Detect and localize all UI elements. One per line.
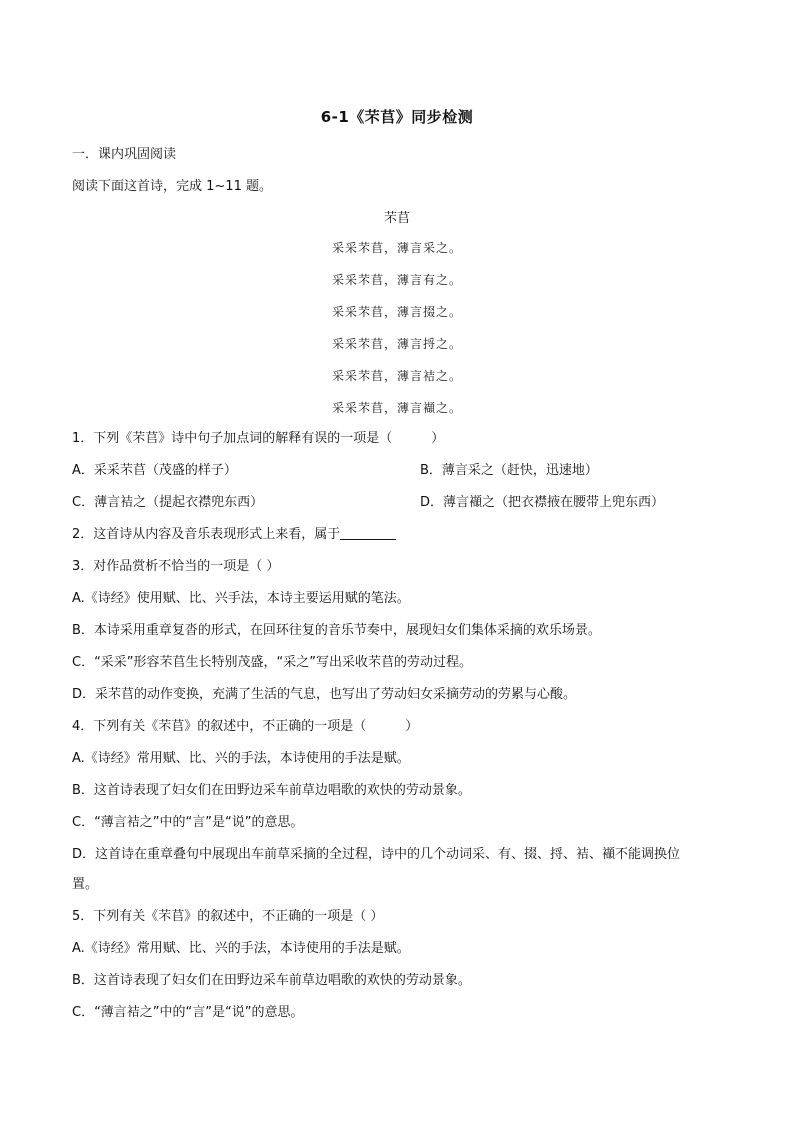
question-5-stem: 5．下列有关《芣苢》的叙述中，不正确的一项是（ ） bbox=[72, 909, 384, 924]
question-4-stem: 4．下列有关《芣苢》的叙述中，不正确的一项是（ ） bbox=[72, 719, 419, 734]
question-2 bbox=[72, 525, 732, 545]
question-3-option-b: B．本诗采用重章复沓的形式，在回环往复的音乐节奏中，展现妇女们集体采摘的欢乐场景。 bbox=[72, 623, 601, 638]
poem-title: 芣苢 bbox=[383, 211, 410, 226]
poem-line: 采采芣苢，薄言掇之。 bbox=[331, 305, 462, 319]
question-2-stem: 2．这首诗从内容及音乐表现形式上来看，属于 bbox=[72, 527, 341, 542]
section-heading: 一．课内巩固阅读 bbox=[72, 147, 177, 162]
question-3-option-c: C．“采采”形容芣苢生长特别茂盛，“采之”写出采收芣苢的劳动过程。 bbox=[72, 655, 473, 670]
question-3-stem: 3．对作品赏析不恰当的一项是（ ） bbox=[72, 559, 280, 574]
page-title: 6-1《芣苢》同步检测 bbox=[320, 108, 474, 126]
question-5-option-b: B．这首诗表现了妇女们在田野边采车前草边唱歌的欢快的劳动景象。 bbox=[72, 973, 471, 988]
question-4-option-d: D．这首诗在重章叠句中展现出车前草采摘的全过程，诗中的几个动词采、有、掇、捋、袺、襭不能调换位 bbox=[72, 847, 681, 862]
question-1-option-d: D．薄言襭之（把衣襟掖在腰带上兜东西） bbox=[420, 495, 665, 510]
question-1-options-cd bbox=[72, 493, 732, 513]
question-4-option-c: C．“薄言袺之”中的“言”是“说”的意思。 bbox=[72, 815, 304, 830]
question-1-option-a: A．采采芣苢（茂盛的样子） bbox=[72, 463, 237, 478]
question-5-option-a: A.《诗经》常用赋、比、兴的手法，本诗使用的手法是赋。 bbox=[72, 941, 410, 956]
answer-blank[interactable] bbox=[340, 525, 396, 540]
poem-line: 采采芣苢，薄言有之。 bbox=[331, 273, 462, 287]
question-4-option-a: A.《诗经》常用赋、比、兴的手法，本诗使用的手法是赋。 bbox=[72, 751, 410, 766]
question-1-option-c: C．薄言袺之（提起衣襟兜东西） bbox=[72, 495, 264, 510]
poem-line: 采采芣苢，薄言采之。 bbox=[331, 241, 462, 255]
question-4-option-d-continued: 置。 bbox=[72, 877, 99, 892]
reading-instruction: 阅读下面这首诗，完成 1~11 题。 bbox=[72, 179, 272, 194]
question-1-options-ab bbox=[72, 461, 732, 481]
question-1-stem: 1．下列《芣苢》诗中句子加点词的解释有误的一项是（ ） bbox=[72, 431, 445, 446]
question-5-option-c: C．“薄言袺之”中的“言”是“说”的意思。 bbox=[72, 1005, 304, 1020]
poem-line: 采采芣苢，薄言捋之。 bbox=[331, 337, 462, 351]
question-3-option-d: D．采芣苢的动作变换，充满了生活的气息，也写出了劳动妇女采摘劳动的劳累与心酸。 bbox=[72, 687, 577, 702]
question-1-option-b: B．薄言采之（赶快，迅速地） bbox=[420, 463, 598, 478]
poem-line: 采采芣苢，薄言袺之。 bbox=[331, 369, 462, 383]
question-3-option-a: A.《诗经》使用赋、比、兴手法，本诗主要运用赋的笔法。 bbox=[72, 591, 410, 606]
poem-line: 采采芣苢，薄言襭之。 bbox=[331, 401, 462, 415]
question-4-option-b: B．这首诗表现了妇女们在田野边采车前草边唱歌的欢快的劳动景象。 bbox=[72, 783, 471, 798]
